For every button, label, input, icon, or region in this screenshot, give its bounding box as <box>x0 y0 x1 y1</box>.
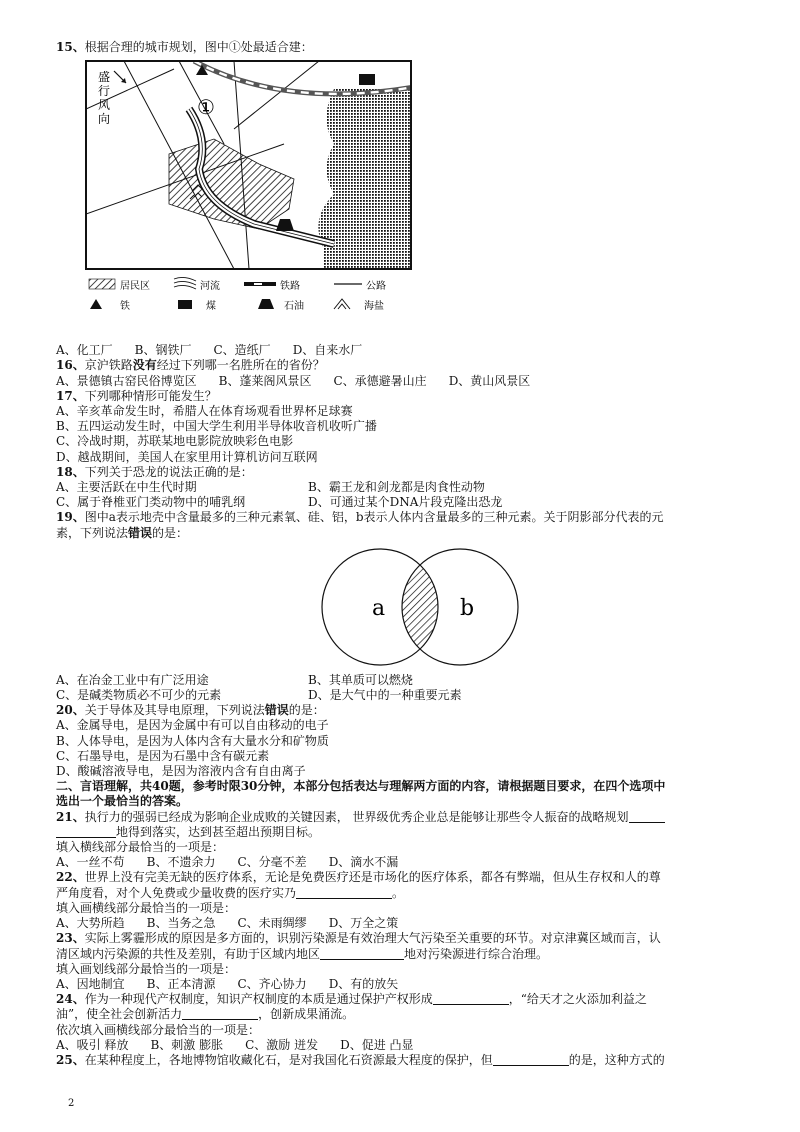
question-22 <box>56 870 756 885</box>
blank-line[interactable] <box>433 992 509 1005</box>
question-text: 地对污染源进行综合治理。 <box>404 946 549 961</box>
question-number: 19、 <box>56 510 85 525</box>
wind-label: 盛 <box>98 70 111 85</box>
question-15 <box>56 40 756 55</box>
question-23-cont <box>56 947 756 962</box>
option-d[interactable]: D、可通过某个DNA片段克隆出恐龙 <box>308 495 503 510</box>
options-22 <box>56 916 756 931</box>
options-19-cd <box>56 688 756 703</box>
blank-line[interactable] <box>56 825 116 838</box>
legend-label: 铁 <box>120 301 130 313</box>
legend-label: 居民区 <box>120 281 150 293</box>
option-a[interactable]: A、辛亥革命发生时，希腊人在体育场观看世界杯足球赛 <box>56 404 353 419</box>
question-emphasis: 错误 <box>128 525 153 540</box>
question-text: ，“给天才之火添加利益之 <box>508 992 647 1007</box>
option-d[interactable]: D、黄山风景区 <box>448 373 531 388</box>
railway <box>194 61 414 94</box>
question-20 <box>56 703 756 718</box>
option-b[interactable]: B、人体导电，是因为人体内含有大量水分和矿物质 <box>56 733 329 748</box>
question-19 <box>56 510 756 525</box>
question-number: 24、 <box>56 992 85 1007</box>
question-text: ，创新成果涌流。 <box>258 1007 355 1022</box>
option-c[interactable]: C、属于脊椎亚门类动物中的哺乳纲 <box>56 495 246 510</box>
option-b[interactable]: B、当务之急 <box>146 916 216 931</box>
question-text: 下列关于恐龙的说法正确的是： <box>84 464 253 479</box>
option-d[interactable]: D、促进 凸显 <box>340 1037 414 1052</box>
option-a[interactable]: A、因地制宜 <box>56 976 125 991</box>
question-text: 执行力的强弱已经成为影响企业成败的关键因素， 世界级优秀企业总是能够让那些令人振奋的战略规划 <box>84 809 629 824</box>
option-d[interactable]: D、滴水不漏 <box>328 855 399 870</box>
option-c[interactable]: C、是碱类物质必不可少的元素 <box>56 688 222 703</box>
question-21 <box>56 810 756 825</box>
option-c[interactable]: C、激励 迸发 <box>245 1037 319 1052</box>
question-number: 21、 <box>56 809 85 824</box>
option-a[interactable]: A、吸引 释放 <box>56 1037 129 1052</box>
option-b[interactable]: B、霸王龙和剑龙都是肉食性动物 <box>308 480 485 495</box>
options-21 <box>56 855 756 870</box>
question-emphasis: 错误 <box>264 703 289 718</box>
iron-legend-icon <box>90 299 102 309</box>
question-number: 23、 <box>56 931 85 946</box>
option-a[interactable]: A、一丝不苟 <box>56 855 125 870</box>
blank-line[interactable] <box>320 947 404 960</box>
option-c[interactable]: C、分毫不差 <box>237 855 307 870</box>
oil-icon <box>276 219 294 231</box>
prompt-23: 填入画划线部分最恰当的一项是： <box>56 961 237 976</box>
question-18 <box>56 465 756 480</box>
map-figure <box>84 59 424 339</box>
wind-label: 向 <box>98 112 111 127</box>
prompt-24: 依次填入画横线部分最恰当的一项是： <box>56 1022 261 1037</box>
question-text: 在某种程度上，各地博物馆收藏化石，是对我国化石资源最大程度的保护，但 <box>84 1052 493 1067</box>
legend-label: 煤 <box>206 301 216 313</box>
question-number: 22、 <box>56 870 85 885</box>
residential-legend-icon <box>89 279 115 289</box>
venn-figure <box>310 547 530 667</box>
option-d[interactable]: D、自来水厂 <box>292 343 363 358</box>
question-text: 经过下列哪一名胜所在的省份？ <box>156 358 325 373</box>
section-heading-cont: 选出一个最恰当的答案。 <box>56 794 189 809</box>
question-23 <box>56 931 756 946</box>
question-text: 世界上没有完美无缺的医疗体系，无论是免费医疗还是市场化的医疗体系，都各有弊端，但从生存权和人的尊 <box>84 870 661 885</box>
question-text: 京沪铁路 <box>84 358 133 373</box>
question-16 <box>56 358 756 373</box>
option-b[interactable]: B、钢铁厂 <box>134 343 192 358</box>
option-d[interactable]: D、是大气中的一种重要元素 <box>308 688 462 703</box>
option-b[interactable]: B、刺激 膨胀 <box>150 1037 224 1052</box>
question-22-cont <box>56 886 756 901</box>
question-number: 17、 <box>56 388 85 403</box>
question-text: 根据合理的城市规划，图中①处最适合建： <box>84 40 313 54</box>
venn-diagram <box>310 547 530 667</box>
options-23 <box>56 977 756 992</box>
option-c[interactable]: C、未雨绸缪 <box>237 916 307 931</box>
option-b[interactable]: B、不遗余力 <box>146 855 216 870</box>
question-number: 15、 <box>56 40 85 54</box>
option-c[interactable]: C、承德避暑山庄 <box>333 373 427 388</box>
question-text: 。 <box>392 885 405 900</box>
question-21-cont <box>56 825 756 840</box>
question-text: 作为一种现代产权制度，知识产权制度的本质是通过保护产权形成 <box>84 992 433 1007</box>
option-d[interactable]: D、万全之策 <box>328 916 399 931</box>
question-emphasis: 没有 <box>132 358 157 373</box>
blank-line[interactable] <box>493 1053 569 1066</box>
question-number: 20、 <box>56 703 85 718</box>
wind-label: 风 <box>98 98 111 113</box>
question-text: 的是： <box>152 525 189 540</box>
prompt-21: 填入横线部分最恰当的一项是： <box>56 840 225 855</box>
city-planning-map <box>84 59 424 339</box>
legend-label: 石油 <box>284 301 304 313</box>
option-b[interactable]: B、五四运动发生时，中国大学生利用半导体收音机收听广播 <box>56 419 377 434</box>
legend-label: 海盐 <box>364 301 384 313</box>
option-a[interactable]: A、化工厂 <box>56 343 113 358</box>
question-24-cont <box>56 1007 756 1022</box>
option-d[interactable]: D、酸碱溶液导电，是因为溶液内含有自由离子 <box>56 764 306 779</box>
blank-line[interactable] <box>629 810 665 823</box>
page-number: 2 <box>68 1098 75 1109</box>
question-24 <box>56 992 756 1007</box>
question-text: 地得到落实，达到甚至超出预期目标。 <box>116 824 321 839</box>
legend-label: 公路 <box>366 281 386 293</box>
question-text: 素，下列说法 <box>56 525 129 540</box>
question-number: 18、 <box>56 464 85 479</box>
venn-label-a: a <box>372 595 386 621</box>
sea-salt-legend-icon <box>334 299 350 309</box>
option-c[interactable]: C、齐心协力 <box>237 976 307 991</box>
option-d[interactable]: D、有的放矢 <box>328 976 399 991</box>
options-19-ab <box>56 673 756 688</box>
question-text: 关于导体及其导电原理，下列说法 <box>84 703 265 718</box>
options-18-ab <box>56 480 756 495</box>
question-text: 油”，使全社会创新活力 <box>56 1007 183 1022</box>
option-b[interactable]: B、其单质可以燃烧 <box>308 672 413 687</box>
option-a[interactable]: A、大势所趋 <box>56 916 125 931</box>
option-d[interactable]: D、越战期间，美国人在家里用计算机访问互联网 <box>56 449 318 464</box>
option-a[interactable]: A、主要活跃在中生代时期 <box>56 480 197 495</box>
question-text: 的是，这种方式的 <box>568 1052 665 1067</box>
blank-line[interactable] <box>296 886 392 899</box>
option-a[interactable]: A、在冶金工业中有广泛用途 <box>56 672 209 687</box>
prompt-22: 填入画横线部分最恰当的一项是： <box>56 900 237 915</box>
question-text: 的是： <box>288 703 325 718</box>
option-c[interactable]: C、造纸厂 <box>213 343 271 358</box>
wind-label: 行 <box>98 84 111 99</box>
river-legend-icon <box>174 278 196 290</box>
options-15 <box>56 343 756 358</box>
question-19-cont <box>56 526 756 541</box>
question-number: 25、 <box>56 1052 85 1067</box>
question-text: 实际上雾霾形成的原因是多方面的，识别污染源是有效治理大气污染至关重要的环节。对京津冀区域而言，认 <box>84 931 661 946</box>
option-c[interactable]: C、冷战时期，苏联某地电影院放映彩色电影 <box>56 434 294 449</box>
coal-icon <box>359 74 375 85</box>
option-a[interactable]: A、景德镇古窑民俗博览区 <box>56 373 197 388</box>
options-16 <box>56 374 756 389</box>
legend-label: 铁路 <box>280 281 300 293</box>
option-b[interactable]: B、正本清源 <box>146 976 216 991</box>
coal-legend-icon <box>178 300 192 309</box>
question-text: 清区域内污染源的共性及差别，有助于区域内地区 <box>56 946 321 961</box>
exam-page <box>56 40 756 1068</box>
legend-label: 河流 <box>200 281 220 293</box>
options-18-cd <box>56 495 756 510</box>
question-number: 16、 <box>56 358 85 373</box>
oil-legend-icon <box>258 299 274 309</box>
option-a[interactable]: A、金属导电，是因为金属中有可以自由移动的电子 <box>56 718 329 733</box>
section-heading: 二、言语理解，共40题，参考时限30分钟，本部分包括表达与理解两方面的内容，请根据题目要求，在四个选项中 <box>56 779 666 794</box>
venn-label-b: b <box>460 595 475 621</box>
location-marker: ① <box>197 95 215 120</box>
question-text: 图中a表示地壳中含量最多的三种元素氧、硅、铝，b表示人体内含量最多的三种元素。关于阴影部分代表的元 <box>84 510 664 525</box>
option-c[interactable]: C、石墨导电，是因为石墨中含有碳元素 <box>56 748 270 763</box>
options-24 <box>56 1038 756 1053</box>
option-b[interactable]: B、蓬莱阁风景区 <box>218 373 312 388</box>
blank-line[interactable] <box>182 1007 258 1020</box>
question-text: 下列哪种情形可能发生？ <box>84 388 217 403</box>
question-17 <box>56 389 756 404</box>
question-text: 严角度看，对个人免费或少量收费的医疗实乃 <box>56 885 297 900</box>
question-25 <box>56 1053 756 1068</box>
